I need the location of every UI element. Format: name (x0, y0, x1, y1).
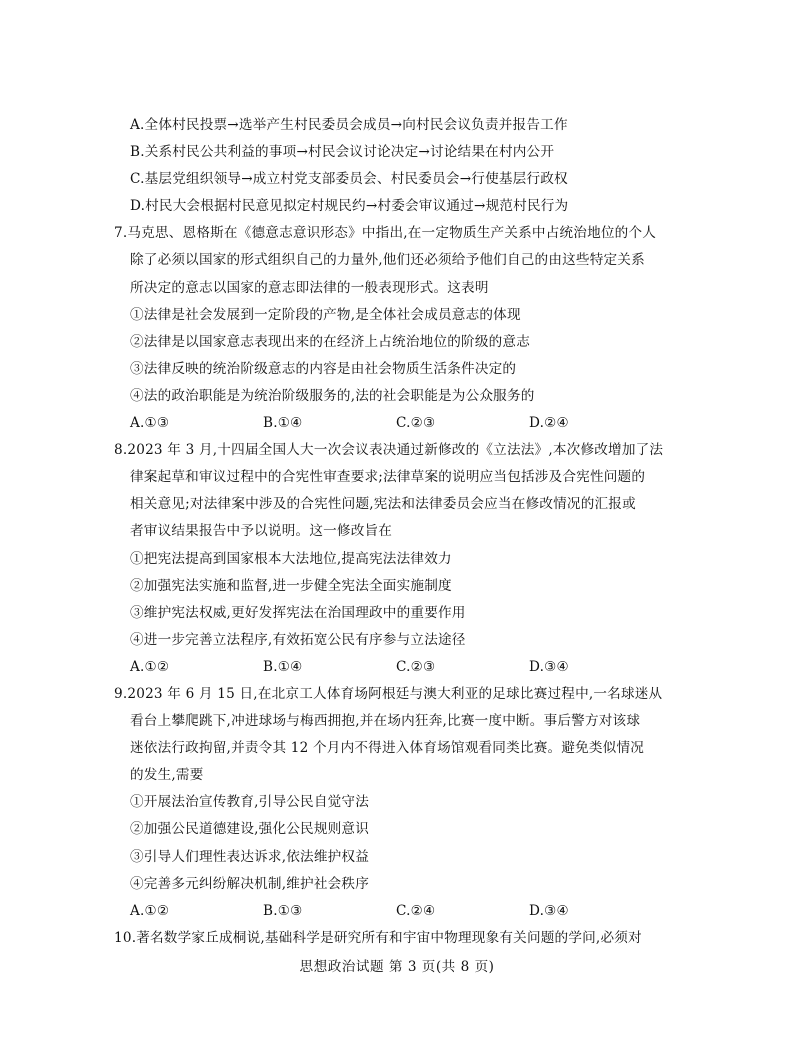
q9-choice-d: D.③④ (529, 902, 569, 919)
q8-choices (114, 654, 694, 681)
question-9 (114, 681, 694, 925)
question-6-options (114, 112, 694, 220)
q9-statement-1: ①开展法治宣传教育,引导公民自觉守法 (130, 794, 370, 811)
q7-choice-b: B.①④ (263, 415, 303, 432)
q8-stem-line-2: 律案起草和审议过程中的合宪性审查要求;法律草案的说明应当包括涉及合宪性问题的 (130, 469, 646, 486)
q9-stem-line-2: 看台上攀爬跳下,冲进球场与梅西拥抱,并在场内狂奔,比赛一度中断。事后警方对该球 (130, 713, 641, 730)
page-footer: 思想政治试题 第 3 页(共 8 页) (299, 959, 495, 975)
q8-choice-a: A.①② (130, 658, 170, 675)
q7-stem-line-3: 所决定的意志以国家的意志即法律的一般表现形式。这表明 (130, 279, 489, 296)
q8-stem-line-4: 者审议结果报告中予以说明。这一修改旨在 (130, 523, 393, 540)
q8-choice-b: B.①④ (263, 658, 303, 675)
question-10 (114, 925, 694, 952)
q7-statement-1: ①法律是社会发展到一定阶段的产物,是全体社会成员意志的体现 (130, 306, 521, 323)
q9-choice-c: C.②④ (396, 902, 436, 919)
q8-choice-d: D.③④ (529, 658, 569, 675)
q6-option-d: D.村民大会根据村民意见拟定村规民约→村委会审议通过→规范村民行为 (130, 198, 569, 215)
q8-statement-2: ②加强宪法实施和监督,进一步健全宪法全面实施制度 (130, 577, 452, 594)
q6-option-b: B.关系村民公共利益的事项→村民会议讨论决定→讨论结果在村内公开 (130, 144, 555, 161)
q9-choice-a: A.①② (130, 902, 170, 919)
q8-statement-3: ③维护宪法权威,更好发挥宪法在治国理政中的重要作用 (130, 604, 466, 621)
q9-statement-4: ④完善多元纠纷解决机制,维护社会秩序 (130, 875, 370, 892)
q7-choice-c: C.②③ (396, 415, 436, 432)
q7-choice-d: D.②④ (529, 415, 569, 432)
q9-stem-line-3: 迷依法行政拘留,并责令其 12 个月内不得进入体育场馆观看同类比赛。避免类似情况 (130, 740, 645, 757)
q9-choices (114, 898, 694, 925)
q6-option-a: A.全体村民投票→选举产生村民委员会成员→向村民会议负责并报告工作 (130, 117, 568, 133)
q9-statement-3: ③引导人们理性表达诉求,依法维护权益 (130, 848, 370, 865)
question-7 (114, 220, 694, 437)
q7-statement-2: ②法律是以国家意志表现出来的在经济上占统治地位的阶级的意志 (130, 333, 531, 350)
q8-stem-line-1: 8.2023 年 3 月,十四届全国人大一次会议表决通过新修改的《立法法》,本次修改增加了法 (114, 442, 664, 459)
q7-choices (114, 410, 694, 437)
q10-stem-line-1: 10.著名数学家丘成桐说,基础科学是研究所有和宇宙中物理现象有关问题的学问,必须对 (114, 929, 642, 946)
q6-option-c: C.基层党组织领导→成立村党支部委员会、村民委员会→行使基层行政权 (130, 171, 568, 188)
q9-stem-line-4: 的发生,需要 (130, 767, 204, 784)
q8-stem-line-3: 相关意见;对法律案中涉及的合宪性问题,宪法和法律委员会应当在修改情况的汇报或 (130, 496, 636, 513)
q7-statement-4: ④法的政治职能是为统治阶级服务的,法的社会职能是为公众服务的 (130, 387, 535, 404)
q8-choice-c: C.②③ (396, 658, 436, 675)
exam-content (114, 112, 694, 952)
q7-stem-line-2: 除了必须以国家的形式组织自己的力量外,他们还必须给予他们自己的由这些特定关系 (130, 252, 645, 269)
q8-statement-1: ①把宪法提高到国家根本大法地位,提高宪法法律效力 (130, 550, 452, 567)
q7-statement-3: ③法律反映的统治阶级意志的内容是由社会物质生活条件决定的 (130, 360, 517, 377)
q9-stem-line-1: 9.2023 年 6 月 15 日,在北京工人体育场阿根廷与澳大利亚的足球比赛过程中,一名球迷从 (114, 685, 663, 702)
q9-choice-b: B.①③ (263, 902, 303, 919)
q9-statement-2: ②加强公民道德建设,强化公民规则意识 (130, 821, 370, 838)
q8-statement-4: ④进一步完善立法程序,有效拓宽公民有序参与立法途径 (130, 631, 466, 648)
q7-choice-a: A.①③ (130, 415, 170, 432)
question-8 (114, 437, 694, 681)
q7-stem-line-1: 7.马克思、恩格斯在《德意志意识形态》中指出,在一定物质生产关系中占统治地位的个人 (114, 225, 657, 242)
